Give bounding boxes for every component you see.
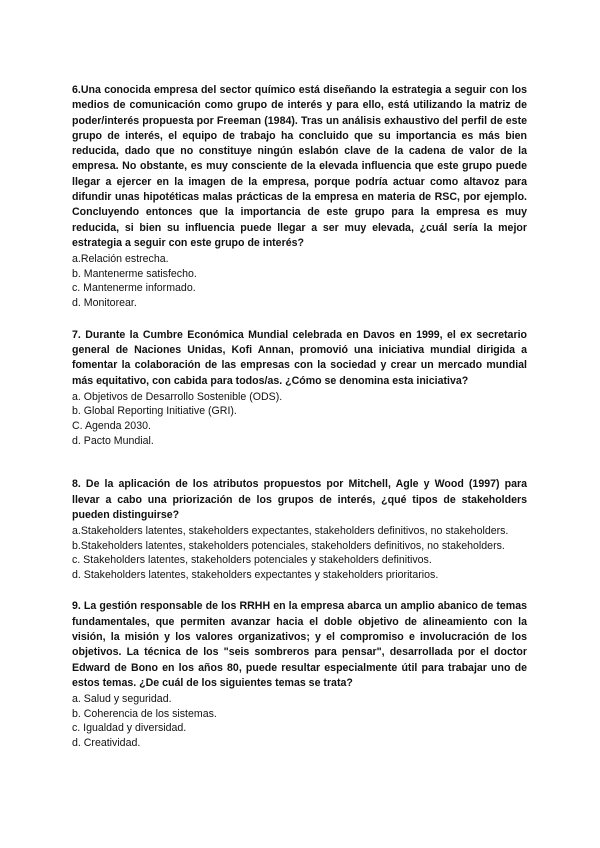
question-6-option-b: b. Mantenerme satisfecho. [72,267,197,280]
question-8-option-d: d. Stakeholders latentes, stakeholders expectantes y stakeholders prioritarios. [72,568,439,581]
question-9-option-c: c. Igualdad y diversidad. [72,722,187,735]
question-6-stem: 6.Una conocida empresa del sector químico está diseñando la estrategia a seguir con los medios de comunicación como grupo de interés y para ello, está utilizando la matriz de poder/interés propuesta por Freeman (1984). Tras un análisis exhaustivo del perfil de este grupo de interés, el equipo de trabajo ha concluido que su importancia es más bien reducida, dado que no constituye ningún eslabón clave de la cadena de valor de la empresa. No obstante, es muy consciente de la elevada influencia que este grupo puede llegar a ejercer en la imagen de la empresa, porque podría actuar como altavoz para difundir unas hipotéticas malas prácticas de la empresa en materia de RSC, por ejemplo. Concluyendo entonces que la importancia de este grupo para la empresa es muy reducida, si bien su influencia puede llegar a ser muy elevada, ¿cuál sería la mejor estrategia a seguir con este grupo de interés? [72,84,527,249]
question-6-option-c: c. Mantenerme informado. [72,282,196,295]
question-9-option-a: a. Salud y seguridad. [72,693,172,706]
question-8-option-b: b.Stakeholders latentes, stakeholders potenciales, stakeholders definitivos, no stakeholders. [72,539,505,552]
question-6 [72,83,527,311]
question-6-option-d: d. Monitorear. [72,297,137,310]
question-8-option-a: a.Stakeholders latentes, stakeholders expectantes, stakeholders definitivos, no stakeholders. [72,525,509,538]
question-9-option-d: d. Creatividad. [72,737,141,750]
question-6-option-a: a.Relación estrecha. [72,253,169,266]
question-7-option-d: d. Pacto Mundial. [72,434,154,447]
question-8-stem: 8. De la aplicación de los atributos propuestos por Mitchell, Agle y Wood (1997) para llevar a cabo una priorización de los grupos de interés, ¿qué tipos de stakeholders pueden distinguirse? [72,478,527,521]
question-8 [72,477,527,582]
question-9 [72,599,527,750]
question-7 [72,328,527,449]
document-page [72,83,527,768]
question-7-option-a: a. Objetivos de Desarrollo Sostenible (ODS). [72,390,283,403]
question-8-option-c: c. Stakeholders latentes, stakeholders potenciales y stakeholders definitivos. [72,554,432,567]
question-7-option-c: C. Agenda 2030. [72,420,151,433]
question-9-stem: 9. La gestión responsable de los RRHH en la empresa abarca un amplio abanico de temas fundamentales, que permiten avanzar hacia el doble objetivo de alineamiento con la visión, la misión y los valores organizativos; y el compromiso e involucración de los objetivos. La técnica de los "seis sombreros para pensar", desarrollada por el doctor Edward de Bono en los años 80, puede resultar especialmente útil para trabajar uno de estos temas. ¿De cuál de los siguientes temas se trata? [72,600,527,689]
question-7-option-b: b. Global Reporting Initiative (GRI). [72,405,237,418]
question-7-stem: 7. Durante la Cumbre Económica Mundial celebrada en Davos en 1999, el ex secretario general de Naciones Unidas, Kofi Annan, promovió una iniciativa mundial dirigida a fomentar la colaboración de las empresas con la sociedad y crear un mercado mundial más equitativo, con cabida para todos/as. ¿Cómo se denomina esta iniciativa? [72,328,527,387]
question-9-option-b: b. Coherencia de los sistemas. [72,707,217,720]
